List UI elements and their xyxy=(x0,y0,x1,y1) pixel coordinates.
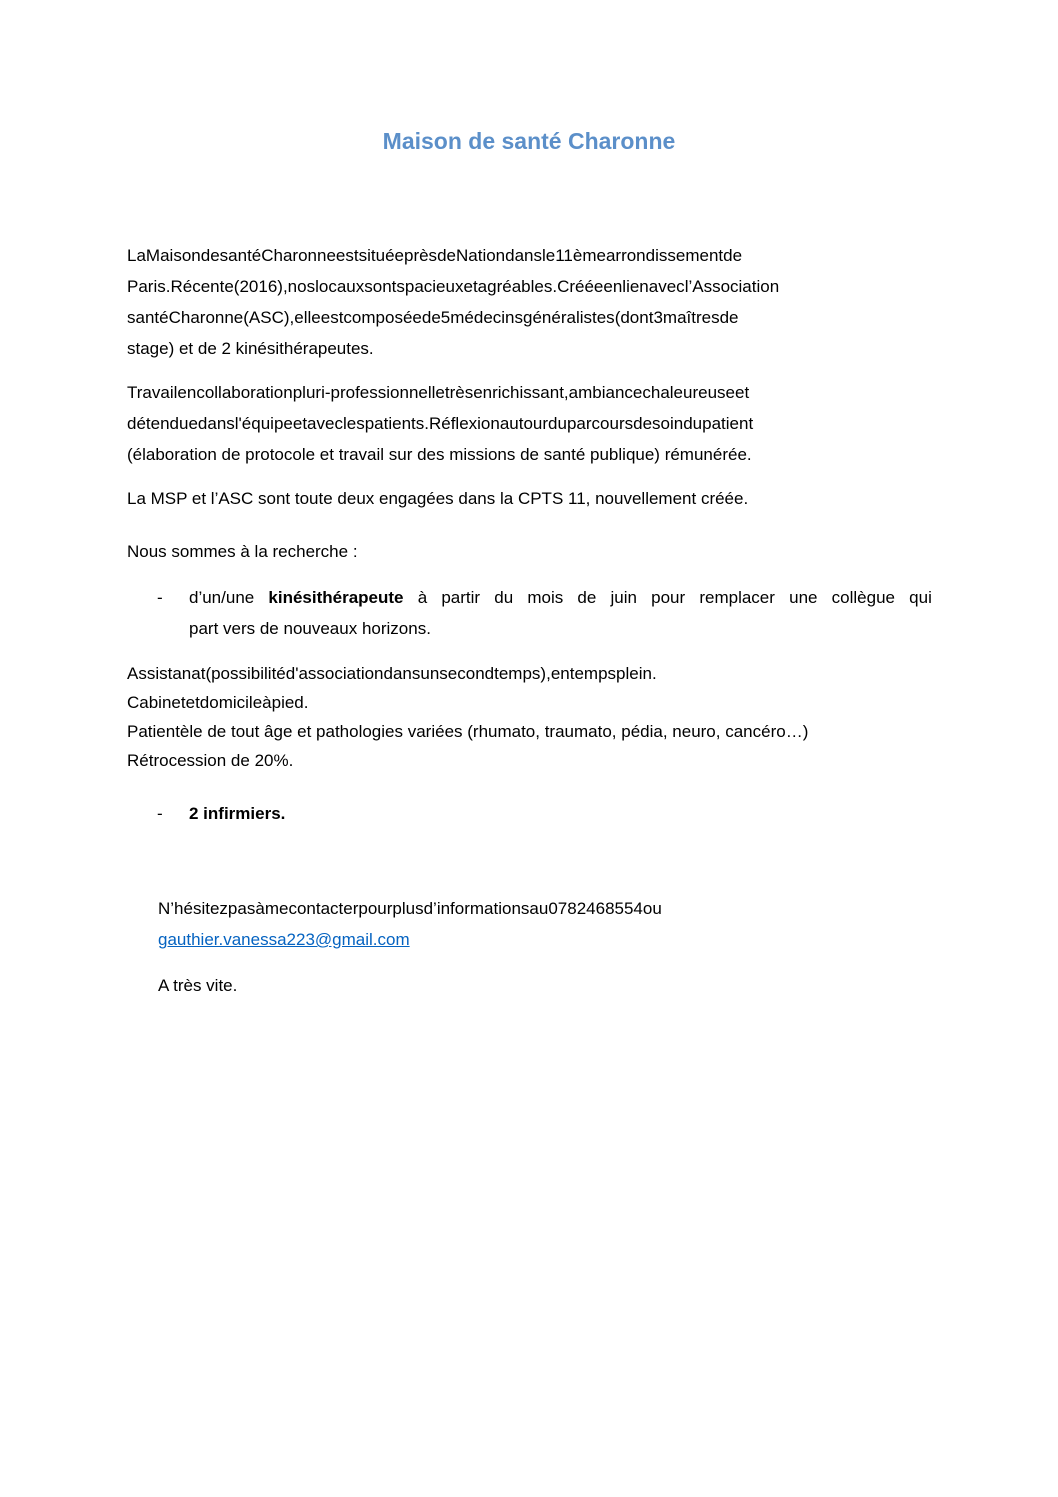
bullet-bold-text: 2 infirmiers. xyxy=(189,804,286,823)
contact-line-1 xyxy=(158,893,932,924)
word: temps), xyxy=(494,664,551,683)
word: d’un/une xyxy=(189,588,255,607)
word: patient xyxy=(702,414,754,433)
word: (dont xyxy=(614,308,654,327)
intro-line-1 xyxy=(127,240,932,271)
word: santé xyxy=(219,246,262,265)
word: Récente xyxy=(170,277,234,296)
word: pour xyxy=(358,899,393,918)
word: nos xyxy=(287,277,316,296)
word: Assistanat xyxy=(127,664,206,683)
search-intro: Nous sommes à la recherche : xyxy=(127,542,358,561)
contact-line-2 xyxy=(158,924,932,955)
word: Charonne xyxy=(168,308,244,327)
word: et xyxy=(292,414,308,433)
word: parcours xyxy=(566,414,634,433)
word: Nation xyxy=(455,246,506,265)
word: située xyxy=(358,246,404,265)
word: de xyxy=(723,246,743,265)
intro-line-3 xyxy=(127,302,932,333)
word: près xyxy=(403,246,438,265)
bullet-line-1-content xyxy=(189,582,932,613)
word: autour xyxy=(499,414,549,433)
word: 11ème xyxy=(555,246,606,265)
word: à xyxy=(262,693,272,712)
word: en xyxy=(177,383,197,402)
word: plein. xyxy=(616,664,657,683)
word: Cabinet xyxy=(127,693,186,712)
contact-paragraph xyxy=(158,893,932,955)
bullet-dash: - xyxy=(157,588,163,607)
intro-line-4: stage) et de 2 kinésithérapeutes. xyxy=(127,339,374,358)
word: pour xyxy=(651,588,686,607)
work-paragraph xyxy=(127,377,932,470)
word: médecins xyxy=(450,308,524,327)
closing-text: A très vite. xyxy=(158,976,238,995)
word: est xyxy=(320,308,344,327)
word: agréables. xyxy=(477,277,558,296)
word: ou xyxy=(642,899,662,918)
conditions-line-4: Rétrocession de 20%. xyxy=(127,751,294,770)
word: de xyxy=(421,308,441,327)
word: contacter xyxy=(288,899,359,918)
word: dans xyxy=(383,664,421,683)
word: détendue xyxy=(127,414,198,433)
word: Maison xyxy=(145,246,201,265)
word: 5 xyxy=(440,308,451,327)
intro-paragraph xyxy=(127,240,932,364)
word: collègue xyxy=(831,588,895,607)
word: très xyxy=(444,383,474,402)
word: maîtres xyxy=(662,308,720,327)
word: second xyxy=(439,664,495,683)
word: du xyxy=(494,588,514,607)
word: de xyxy=(437,246,456,265)
bullet-text xyxy=(189,798,932,829)
word: d’informations xyxy=(423,899,530,918)
word: et xyxy=(463,277,478,296)
word: l’Association xyxy=(684,277,780,296)
word: 0782468554 xyxy=(548,899,643,918)
word: santé xyxy=(127,308,169,327)
word: qui xyxy=(909,588,932,607)
word: arrondissement xyxy=(605,246,724,265)
word: d'association xyxy=(285,664,384,683)
word: Réflexion xyxy=(428,414,500,433)
conditions-line-1 xyxy=(127,659,932,688)
word: de xyxy=(633,414,653,433)
bullet-kinesitherapeute xyxy=(157,582,932,644)
word: (2016), xyxy=(233,277,288,296)
word: La xyxy=(127,246,146,265)
work-line-1 xyxy=(127,377,932,408)
word: enrichissant, xyxy=(473,383,569,402)
word: les xyxy=(342,414,365,433)
conditions-paragraph xyxy=(127,659,932,775)
word: mois xyxy=(527,588,564,607)
word: dans xyxy=(505,246,542,265)
word: pied. xyxy=(271,693,309,712)
word: de xyxy=(200,246,220,265)
work-line-2 xyxy=(127,408,932,439)
word: me xyxy=(264,899,289,918)
word: de xyxy=(577,588,597,607)
word: à xyxy=(255,899,265,918)
word: ambiance xyxy=(568,383,643,402)
word: à xyxy=(417,588,428,607)
conditions-line-3: Patientèle de tout âge et pathologies variées (rhumato, traumato, pédia, neuro, cancéro…) xyxy=(127,722,809,741)
word: remplacer xyxy=(699,588,775,607)
word: Charonne xyxy=(261,246,336,265)
word: un xyxy=(420,664,440,683)
intro-line-2 xyxy=(127,271,932,302)
word: Travail xyxy=(127,383,178,402)
word: soin xyxy=(652,414,684,433)
word: avec xyxy=(648,277,685,296)
word: en xyxy=(603,277,623,296)
word: chaleureuse xyxy=(642,383,735,402)
word: et xyxy=(185,693,200,712)
word: patients. xyxy=(364,414,429,433)
word: plus xyxy=(392,899,424,918)
word: juin xyxy=(610,588,637,607)
word: au xyxy=(529,899,549,918)
conditions-line-2 xyxy=(127,688,932,717)
word: de xyxy=(719,308,739,327)
word: (possibilité xyxy=(205,664,286,683)
word: Créée xyxy=(557,277,604,296)
word: sont xyxy=(364,277,397,296)
word: et xyxy=(734,383,750,402)
document-title: Maison de santé Charonne xyxy=(382,128,676,154)
word: généralistes xyxy=(523,308,615,327)
word: N’hésitez xyxy=(158,899,228,918)
bullet-line-2: part vers de nouveaux horizons. xyxy=(189,619,431,638)
cpts-paragraph: La MSP et l’ASC sont toute deux engagées dans la CPTS 11, nouvellement créée. xyxy=(127,489,749,508)
bullet-text xyxy=(189,582,932,644)
word: partir xyxy=(441,588,481,607)
word: du xyxy=(683,414,703,433)
word: avec xyxy=(307,414,343,433)
word: (ASC), xyxy=(243,308,295,327)
word: pas xyxy=(227,899,256,918)
word: collaboration xyxy=(196,383,293,402)
word: Paris. xyxy=(127,277,171,296)
word: locaux xyxy=(315,277,365,296)
bullet-infirmiers xyxy=(157,798,932,829)
word: spacieux xyxy=(396,277,464,296)
word: lien xyxy=(622,277,649,296)
word: elle xyxy=(294,308,321,327)
word: le xyxy=(542,246,556,265)
word: une xyxy=(789,588,818,607)
word: dans xyxy=(197,414,235,433)
bullet-line-1 xyxy=(189,582,932,613)
word: en xyxy=(550,664,570,683)
word: pluri-professionnelle xyxy=(292,383,445,402)
word: temps xyxy=(569,664,617,683)
word: est xyxy=(335,246,359,265)
word: du xyxy=(548,414,567,433)
bullet-dash: - xyxy=(157,804,163,823)
word: composée xyxy=(343,308,422,327)
word: 3 xyxy=(653,308,663,327)
word: domicile xyxy=(199,693,263,712)
word: l'équipe xyxy=(234,414,293,433)
work-line-3: (élaboration de protocole et travail sur des missions de santé publique) rémunérée. xyxy=(127,445,752,464)
email-link[interactable]: gauthier.vanessa223@gmail.com xyxy=(158,930,410,949)
bullet-bold-text: kinésithérapeute xyxy=(268,588,404,607)
